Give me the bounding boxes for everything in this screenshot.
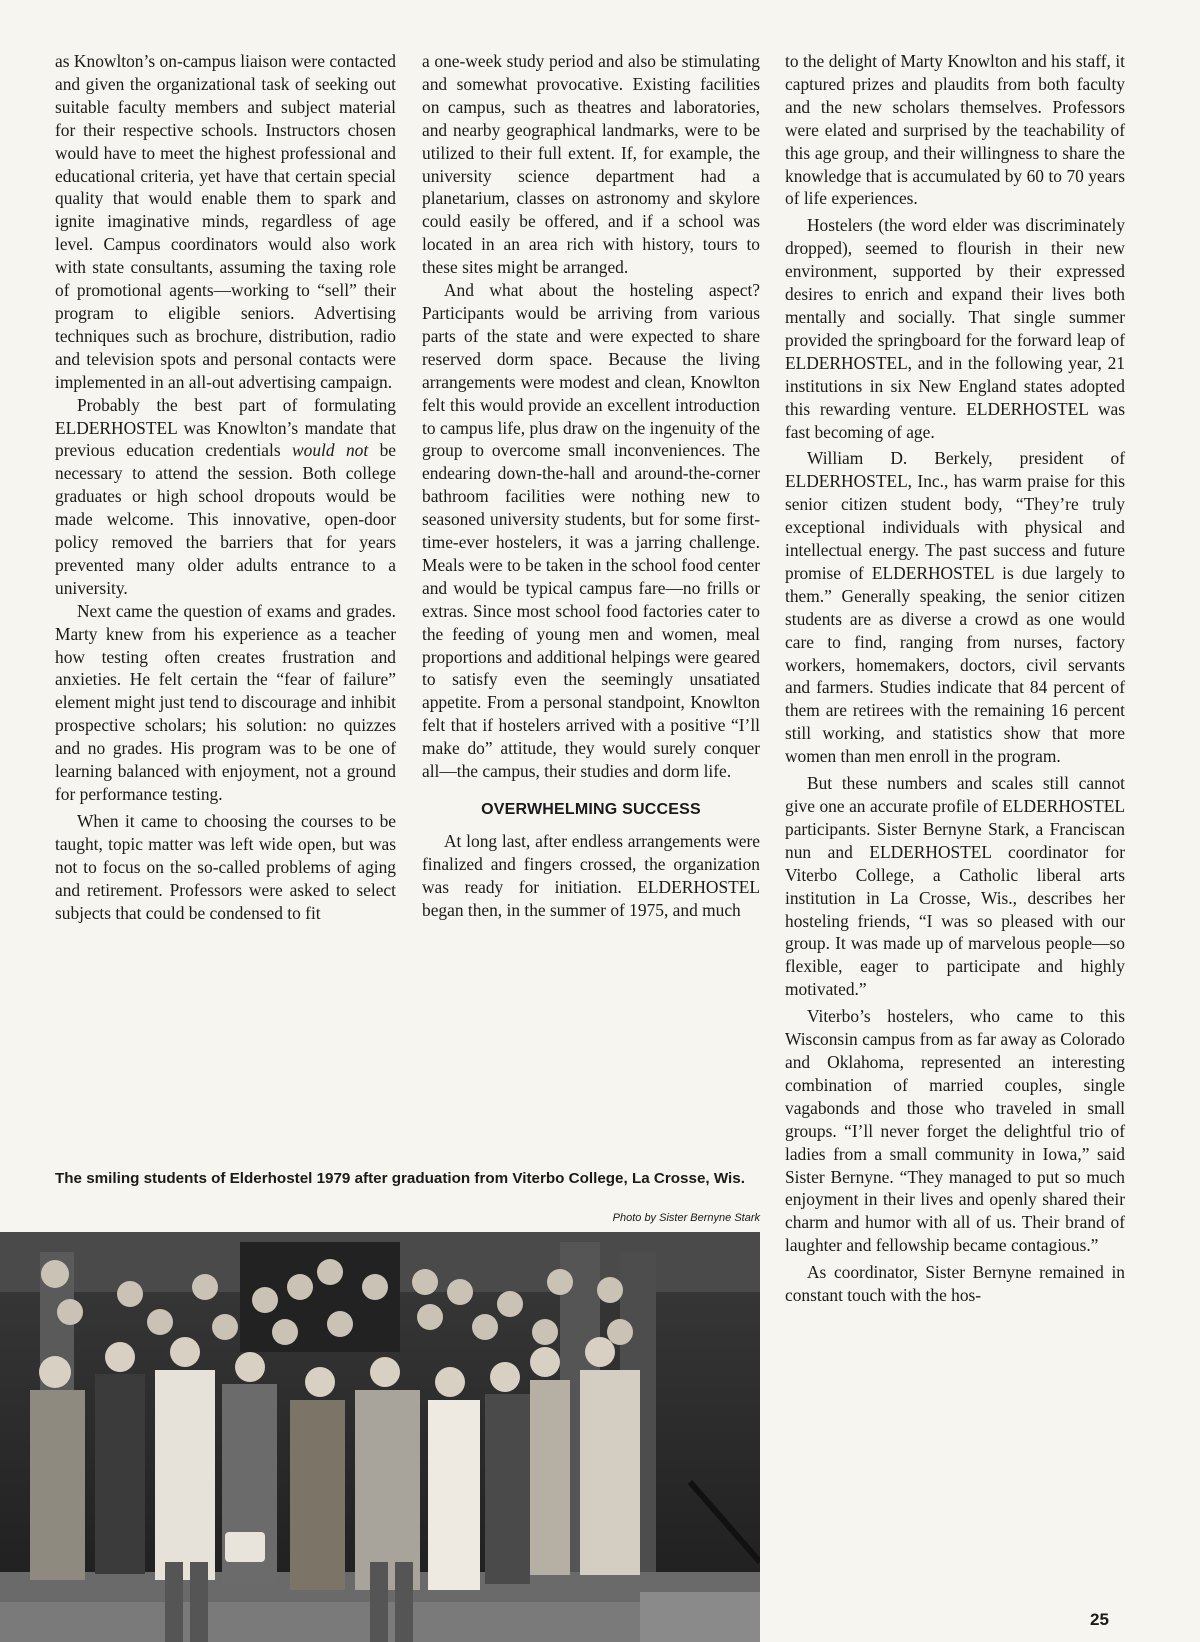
paragraph-text: Probably the best part of formulating ELDERHOSTEL was Knowlton’s mandate that previous education credentials <box>55 394 396 461</box>
photo-caption: The smiling students of Elderhostel 1979 after graduation from Viterbo College, La Crosse, Wis. <box>55 1170 745 1187</box>
paragraph: as Knowlton’s on-campus liaison were contacted and given the organizational task of seeking out suitable faculty members and subject material for their respective schools. Instructors chosen would have to meet the highest professional and educational criteria, yet have that certain special quality that would enable them to spark and ignite imaginative minds, regardless of age level. Campus coordinators would also work with state consultants, assuming the taxing role of promotional agents—working to “sell” their program to eligible seniors. Advertising techniques such as brochure, distribution, radio and television spots and personal contacts were implemented in an all-out advertising campaign. <box>55 51 396 392</box>
paragraph: And what about the hosteling aspect? Participants would be arriving from various parts of the state and were expected to share reserved dorm space. Because the living arrangements were modest and clean, Knowlton felt this would provide an excellent introduction to campus life, plus draw on the ingenuity of the group to overcome small inconveniences. The endearing down-the-hall and around-the-corner bathroom facilities were nothing new to seasoned university students, but for some first-time-ever hostelers, it was a jarring challenge. Meals were to be taken in the school food center and would be typical campus fare—no frills or extras. Since most school food factories cater to the feeding of young men and women, meal proportions and additional helpings were geared to satisfy even the seemingly unsatiated appetite. From a personal standpoint, Knowlton felt that if hostelers arrived with a positive “I’ll make do” attitude, they would surely conquer all—the campus, their studies and dorm life. <box>422 280 760 782</box>
group-photo <box>0 1232 760 1642</box>
paragraph: to the delight of Marty Knowlton and his staff, it captured prizes and plaudits from both faculty and the new scholars themselves. Professors were elated and surprised by the teachability of this age group, and their willingness to share the knowledge that is accumulated by 60 to 70 years of life experiences. <box>785 51 1125 209</box>
paragraph: Viterbo’s hostelers, who came to this Wisconsin campus from as far away as Colorado and Oklahoma, represented an interesting combination of married couples, single vagabonds and those who traveled in small groups. “I’ll never forget the delightful trio of ladies from a small community in Iowa,” said Sister Bernyne. “They managed to put so much enjoyment in their lives and openly shared their charm and humor with all of us. Their brand of laughter and fellowship became contagious.” <box>785 1006 1125 1256</box>
section-subheading: OVERWHELMING SUCCESS <box>481 801 701 818</box>
paragraph: But these numbers and scales still cannot give one an accurate profile of ELDERHOSTEL participants. Sister Bernyne Stark, a Franciscan nun and ELDERHOSTEL coordinator for Viterbo College, a Catholic liberal arts institution in La Crosse, Wis., describes her hosteling friends, “I was so pleased with our group. It was made up of marvelous people—so flexible, eager to participate and highly motivated.” <box>785 773 1125 1000</box>
article-column-1 <box>55 50 396 924</box>
paragraph: As coordinator, Sister Bernyne remained in constant touch with the hos- <box>785 1262 1125 1306</box>
paragraph: Next came the question of exams and grades. Marty knew from his experience as a teacher how testing often creates frustration and anxieties. He felt certain the “fear of failure” element might just tend to discourage and inhibit prospective scholars; his solution: no quizzes and no grades. His program was to be one of learning balanced with enjoyment, not a ground for performance testing. <box>55 600 396 804</box>
article-column-3 <box>785 50 1125 1307</box>
paragraph-text: be necessary to attend the session. Both college graduates or high school dropouts would be made welcome. This innovative, open-door policy removed the barriers that for years prevented many older adults entrance to a university. <box>55 440 397 598</box>
emphasis-text: would not <box>292 440 369 461</box>
paragraph: Hostelers (the word elder was discriminately dropped), seemed to flourish in their new environment, supported by their expressed desires to enrich and expand their lives both mentally and socially. That single summer provided the springboard for the forward leap of ELDERHOSTEL, and in the following year, 21 institutions in six New England states adopted this rewarding venture. ELDERHOSTEL was fast becoming of age. <box>785 215 1125 442</box>
paragraph: William D. Berkely, president of ELDERHOSTEL, Inc., has warm praise for this senior citizen student body, “They’re truly exceptional individuals with physical and intellectual energy. The past success and future promise of ELDERHOSTEL is due largely to them.” Generally speaking, the senior citizen students are as diverse a crowd as one would care to find, ranging from nurses, factory workers, homemakers, doctors, civil servants and farmers. Studies indicate that 84 percent of them are retirees with the remaining 16 percent still working, and statistics show that more women than men enroll in the program. <box>785 448 1125 767</box>
paragraph: At long last, after endless arrangements were finalized and fingers crossed, the organization was ready for initiation. ELDERHOSTEL began then, in the summer of 1975, and much <box>422 830 760 920</box>
paragraph <box>55 394 396 600</box>
article-column-2 <box>422 50 760 922</box>
paragraph: When it came to choosing the courses to be taught, topic matter was left wide open, but was not to focus on the so-called problems of aging and retirement. Professors were asked to select subjects that could be condensed to fit <box>55 810 396 923</box>
photo-credit: Photo by Sister Bernyne Stark <box>612 1212 760 1224</box>
page-number: 25 <box>1090 1610 1109 1629</box>
paragraph: a one-week study period and also be stimulating and somewhat provocative. Existing facilities on campus, such as theatres and laboratories, and nearby geographical landmarks, were to be utilized to their full extent. If, for example, the university science department had a planetarium, classes on astronomy and skylore could easily be offered, and if a school was located in an area rich with history, tours to these sites might be arranged. <box>422 51 760 278</box>
group-photo-illustration <box>0 1232 760 1642</box>
